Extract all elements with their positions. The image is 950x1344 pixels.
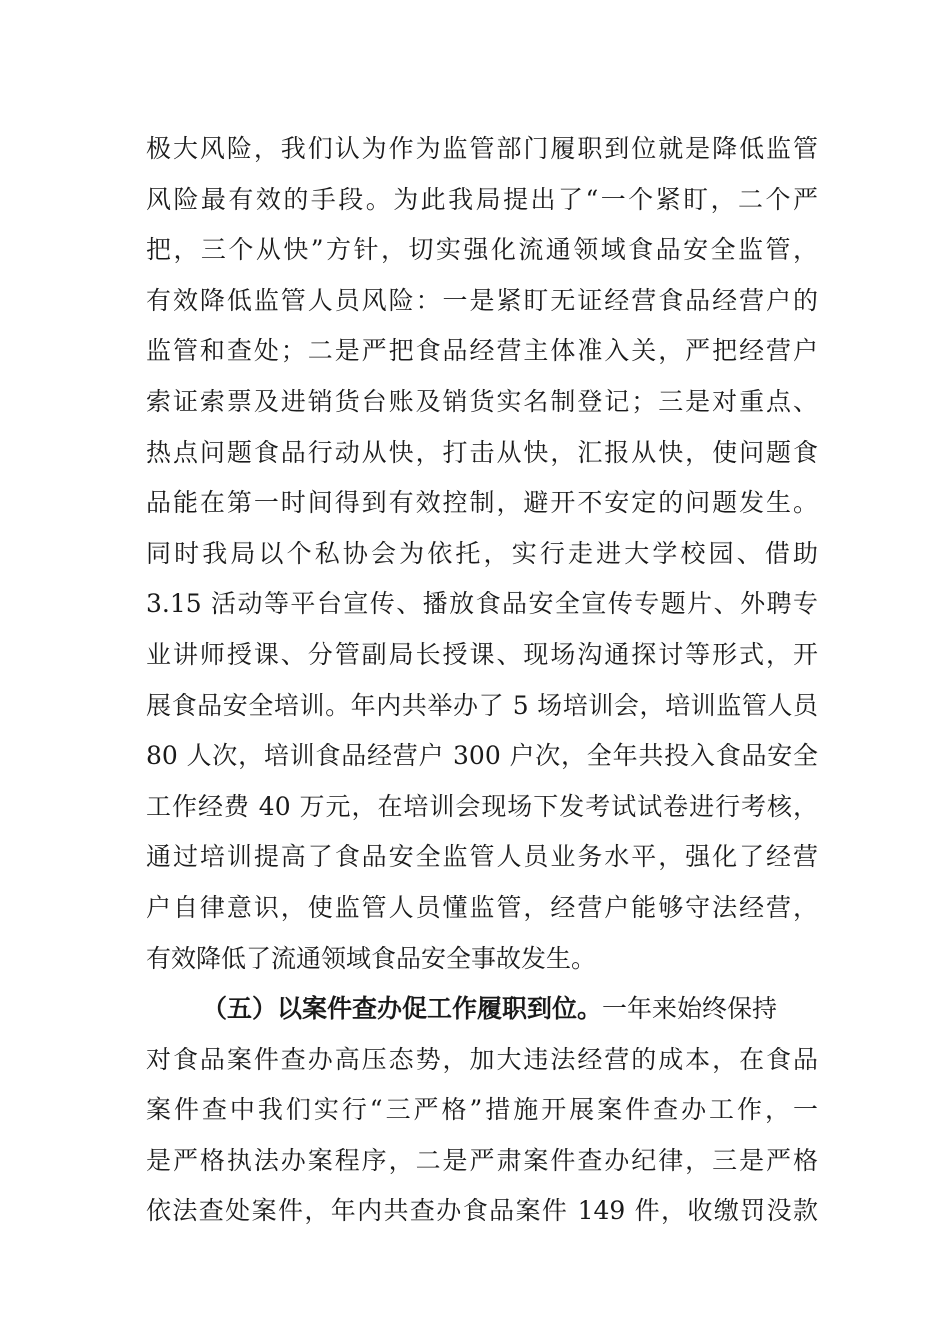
text-line: 业讲师授课、分管副局长授课、现场沟通探讨等形式，开: [146, 639, 818, 669]
section-heading-line: [146, 984, 818, 1035]
text-line: 展食品安全培训。年内共举办了 5 场培训会，培训监管人员: [146, 690, 818, 720]
text-line: 风险最有效的手段。为此我局提出了“一个紧盯，二个严: [146, 184, 818, 214]
text-line: 工作经费 40 万元，在培训会现场下发考试试卷进行考核，: [146, 791, 818, 821]
text-line: 监管和查处；二是严把食品经营主体准入关，严把经营户: [146, 336, 818, 366]
paragraph-last-line: 有效降低了流通领域食品安全事故发生。: [146, 943, 597, 973]
section-heading: （五）以案件查办促工作履职到位。: [202, 994, 603, 1024]
text-line: 把，三个从快”方针，切实强化流通领域食品安全监管，: [146, 235, 818, 265]
text-line: 对食品案件查办高压态势，加大违法经营的成本，在食品: [146, 1044, 818, 1074]
text-line: 案件查中我们实行“三严格”措施开展案件查办工作，一: [146, 1095, 818, 1125]
text-line: 品能在第一时间得到有效控制，避开不安定的问题发生。: [146, 488, 818, 518]
text-line: 同时我局以个私协会为依托，实行走进大学校园、借助: [146, 538, 818, 568]
text-line: 极大风险，我们认为作为监管部门履职到位就是降低监管: [146, 134, 818, 163]
text-line: 3.15 活动等平台宣传、播放食品安全宣传专题片、外聘专: [146, 589, 818, 619]
section-heading-tail: 一年来始终保持: [602, 994, 778, 1024]
text-line: 索证索票及进销货台账及销货实名制登记；三是对重点、: [146, 386, 818, 416]
text-line: 是严格执法办案程序，二是严肃案件查办纪律，三是严格: [146, 1145, 818, 1175]
text-line: 户自律意识，使监管人员懂监管，经营户能够守法经营，: [146, 892, 818, 922]
text-line: 热点问题食品行动从快，打击从快，汇报从快，使问题食: [146, 437, 818, 467]
text-line: 依法查处案件，年内共查办食品案件 149 件，收缴罚没款: [146, 1196, 818, 1226]
text-line: 有效降低监管人员风险：一是紧盯无证经营食品经营户的: [146, 285, 818, 315]
text-line: 80 人次，培训食品经营户 300 户次，全年共投入食品安全: [146, 741, 818, 771]
document-body: [146, 124, 818, 1237]
text-line: 通过培训提高了食品安全监管人员业务水平，强化了经营: [146, 842, 818, 872]
